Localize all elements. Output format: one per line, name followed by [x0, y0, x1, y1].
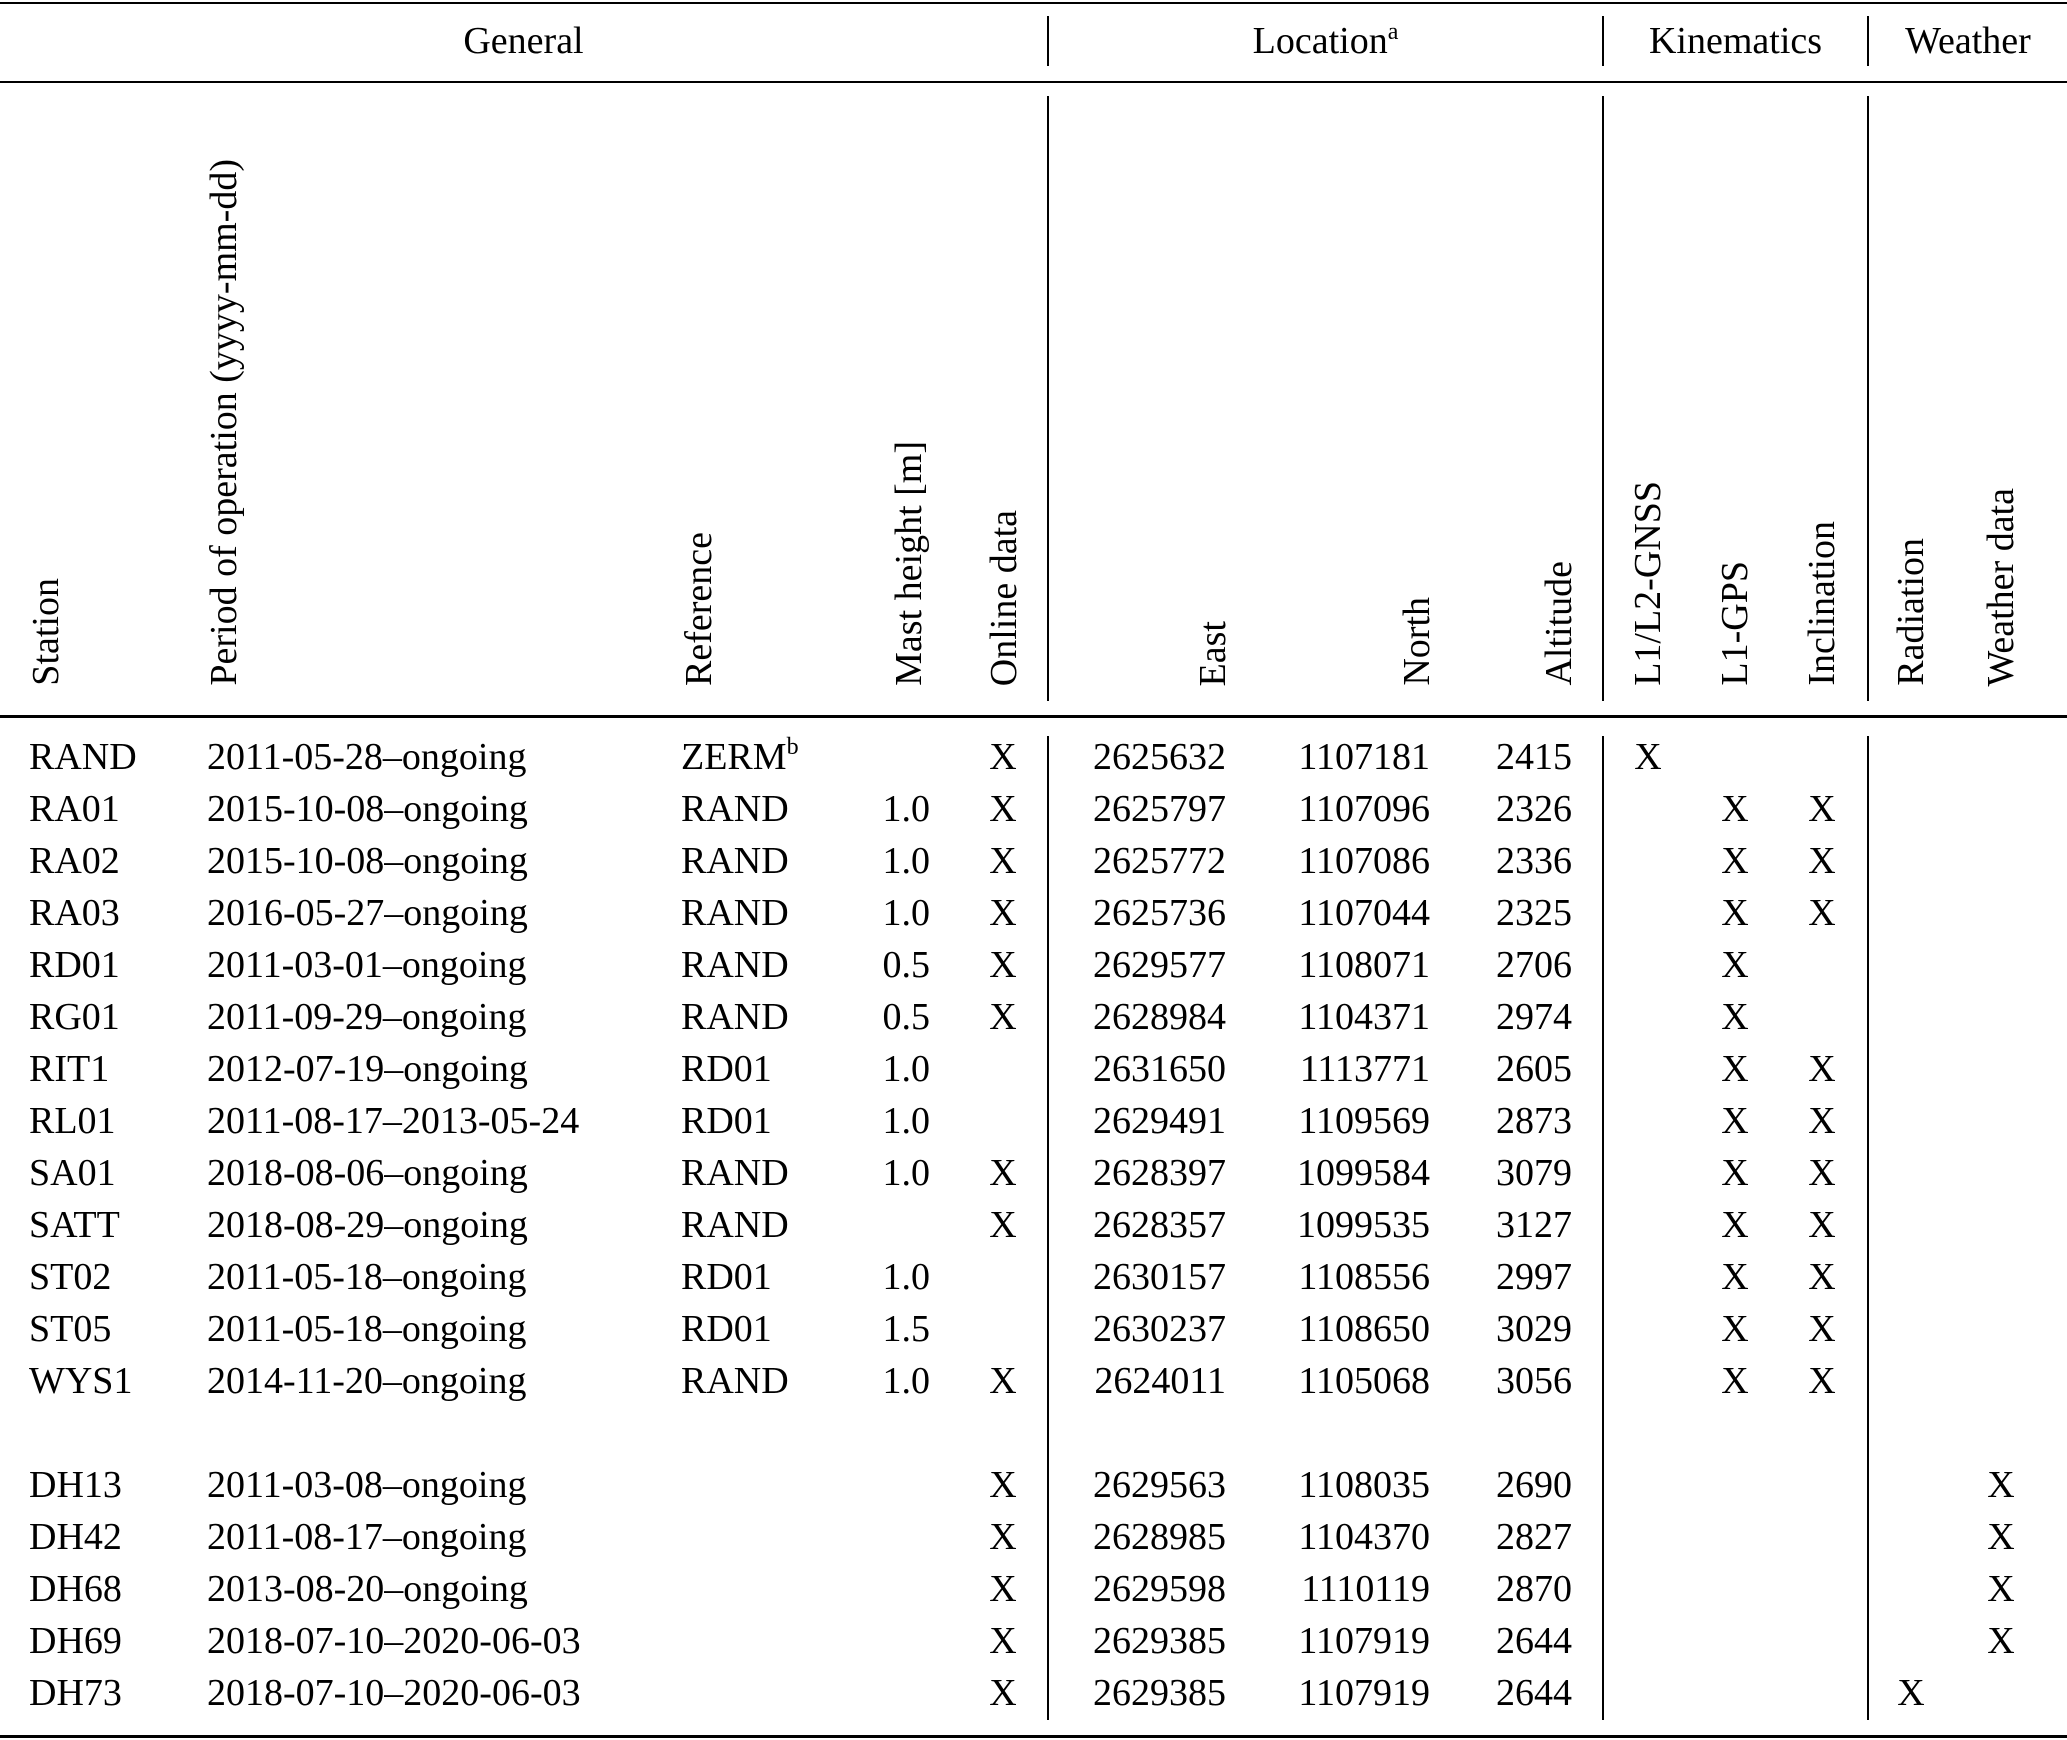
cell-north: 1107086	[1298, 840, 1430, 882]
cell-period: 2011-05-28–ongoing	[207, 736, 527, 778]
cell-reference	[681, 1355, 789, 1407]
cell-l1l2	[1618, 939, 1678, 991]
cell-inclination: X	[1808, 892, 1836, 934]
cell-radiation	[1881, 1615, 1941, 1667]
cell-weather-data	[1971, 783, 2031, 835]
reference-text: RD01	[681, 1308, 772, 1350]
reference-text: RAND	[681, 996, 789, 1038]
cell-east: 2629577	[1093, 944, 1226, 986]
reference-text: RAND	[681, 840, 789, 882]
cell-online: X	[989, 1672, 1017, 1714]
reference-text: RAND	[681, 788, 789, 830]
reference-text: RD01	[681, 1100, 772, 1142]
cell-inclination	[1792, 1459, 1852, 1511]
cell-radiation	[1881, 887, 1941, 939]
cell-weather-data	[1971, 887, 2031, 939]
cell-north: 1104370	[1298, 1516, 1430, 1558]
cell-online	[973, 1043, 1033, 1095]
cell-north: 1107181	[1298, 736, 1430, 778]
cell-north: 1113771	[1299, 1048, 1430, 1090]
group-location-label: Location	[1252, 20, 1388, 62]
cell-online: X	[989, 1464, 1017, 1506]
cell-north: 1108650	[1298, 1308, 1430, 1350]
table-row	[0, 1251, 2067, 1303]
cell-period: 2015-10-08–ongoing	[207, 840, 528, 882]
cell-station: RG01	[29, 996, 120, 1038]
cell-north: 1105068	[1298, 1360, 1430, 1402]
cell-altitude: 2605	[1496, 1048, 1572, 1090]
col-l1l2-gnss: L1/L2-GNSS	[1627, 481, 1669, 686]
cell-north: 1108071	[1298, 944, 1430, 986]
reference-text: RD01	[681, 1256, 772, 1298]
cell-weather-data	[1971, 1199, 2031, 1251]
cell-reference	[681, 1303, 772, 1355]
cell-inclination: X	[1808, 1256, 1836, 1298]
col-weather-data: Weather data	[1980, 487, 2022, 686]
cell-l1l2	[1618, 1355, 1678, 1407]
cell-l1l2	[1618, 887, 1678, 939]
cell-weather-data	[1971, 1251, 2031, 1303]
cell-altitude: 2336	[1496, 840, 1572, 882]
cell-north: 1099535	[1297, 1204, 1430, 1246]
cell-online: X	[989, 840, 1017, 882]
cell-online	[973, 1251, 1033, 1303]
cell-radiation	[1881, 991, 1941, 1043]
cell-altitude: 3056	[1496, 1360, 1572, 1402]
cell-station: SA01	[29, 1152, 116, 1194]
cell-inclination	[1792, 1511, 1852, 1563]
cell-reference	[681, 1199, 789, 1251]
cell-altitude: 2974	[1496, 996, 1572, 1038]
cell-reference	[681, 835, 789, 887]
cell-station: WYS1	[29, 1360, 133, 1402]
cell-radiation	[1881, 1147, 1941, 1199]
table-row	[0, 1667, 2067, 1719]
cell-reference	[681, 731, 799, 783]
header-rule	[0, 715, 2067, 718]
cell-east: 2625797	[1093, 788, 1226, 830]
cell-north: 1110119	[1301, 1568, 1430, 1610]
group-general	[0, 16, 1047, 66]
cell-mast-height: 1.0	[882, 1152, 930, 1194]
cell-inclination: X	[1808, 1152, 1836, 1194]
table-row	[0, 1043, 2067, 1095]
cell-inclination	[1792, 1667, 1852, 1719]
reference-text: ZERM	[681, 736, 787, 778]
group-kinematics	[1604, 16, 1867, 66]
reference-text: RAND	[681, 1152, 789, 1194]
cell-l1l2	[1618, 1095, 1678, 1147]
col-online-data: Online data	[983, 509, 1025, 686]
cell-north: 1099584	[1297, 1152, 1430, 1194]
cell-l1gps: X	[1721, 788, 1749, 830]
cell-station: DH73	[29, 1672, 122, 1714]
cell-inclination: X	[1808, 788, 1836, 830]
cell-radiation	[1881, 1251, 1941, 1303]
cell-period: 2018-08-29–ongoing	[207, 1204, 528, 1246]
group-weather	[1869, 16, 2067, 66]
cell-east: 2630157	[1093, 1256, 1226, 1298]
cell-weather-data	[1971, 731, 2031, 783]
bottom-rule	[0, 1735, 2067, 1738]
cell-reference	[681, 939, 789, 991]
table-row	[0, 1147, 2067, 1199]
cell-l1gps	[1705, 1667, 1765, 1719]
cell-inclination: X	[1808, 1204, 1836, 1246]
cell-east: 2628357	[1093, 1204, 1226, 1246]
cell-weather-data	[1971, 1355, 2031, 1407]
cell-east: 2625736	[1093, 892, 1226, 934]
cell-weather-data	[1971, 1147, 2031, 1199]
cell-period: 2011-05-18–ongoing	[207, 1308, 527, 1350]
cell-l1l2	[1618, 1511, 1678, 1563]
cell-online	[973, 1095, 1033, 1147]
cell-inclination: X	[1808, 1308, 1836, 1350]
group-weather-label: Weather	[1905, 20, 2031, 62]
cell-period: 2018-07-10–2020-06-03	[207, 1672, 581, 1714]
cell-altitude: 2326	[1496, 788, 1572, 830]
footnote-b: b	[786, 734, 799, 760]
table-row	[0, 1615, 2067, 1667]
cell-altitude: 2873	[1496, 1100, 1572, 1142]
cell-l1gps	[1705, 1563, 1765, 1615]
cell-east: 2629598	[1093, 1568, 1226, 1610]
cell-radiation	[1881, 835, 1941, 887]
footnote-a: a	[1387, 19, 1399, 45]
cell-l1l2	[1618, 1303, 1678, 1355]
cell-altitude: 2997	[1496, 1256, 1572, 1298]
cell-l1gps: X	[1721, 1360, 1749, 1402]
table-row	[0, 991, 2067, 1043]
cell-east: 2625632	[1093, 736, 1226, 778]
cell-l1l2	[1618, 1199, 1678, 1251]
table-row	[0, 835, 2067, 887]
cell-station: DH13	[29, 1464, 122, 1506]
cell-inclination	[1792, 991, 1852, 1043]
cell-l1l2	[1618, 1667, 1678, 1719]
cell-radiation	[1881, 1459, 1941, 1511]
cell-period: 2011-03-08–ongoing	[207, 1464, 527, 1506]
cell-l1gps	[1705, 1459, 1765, 1511]
cell-mast-height: 1.5	[882, 1308, 930, 1350]
cell-l1gps: X	[1721, 1204, 1749, 1246]
cell-period: 2011-09-29–ongoing	[207, 996, 527, 1038]
cell-online: X	[989, 944, 1017, 986]
cell-station: DH69	[29, 1620, 122, 1662]
col-station: Station	[25, 578, 67, 686]
cell-online: X	[989, 996, 1017, 1038]
cell-north: 1108035	[1298, 1464, 1430, 1506]
cell-station: RA01	[29, 788, 120, 830]
cell-altitude: 3029	[1496, 1308, 1572, 1350]
cell-altitude: 2644	[1496, 1672, 1572, 1714]
table-row	[0, 1199, 2067, 1251]
cell-online: X	[989, 1516, 1017, 1558]
cell-online: X	[989, 1360, 1017, 1402]
cell-weather-data	[1971, 1303, 2031, 1355]
cell-inclination	[1792, 939, 1852, 991]
cell-period: 2018-07-10–2020-06-03	[207, 1620, 581, 1662]
cell-l1gps: X	[1721, 1308, 1749, 1350]
cell-inclination: X	[1808, 840, 1836, 882]
col-reference: Reference	[678, 532, 720, 686]
cell-east: 2628397	[1093, 1152, 1226, 1194]
cell-north: 1108556	[1298, 1256, 1430, 1298]
cell-radiation	[1881, 1511, 1941, 1563]
cell-station: DH68	[29, 1568, 122, 1610]
reference-text: RAND	[681, 1204, 789, 1246]
table-row	[0, 887, 2067, 939]
cell-radiation	[1881, 939, 1941, 991]
cell-online: X	[989, 1152, 1017, 1194]
group-rule	[0, 81, 2067, 83]
cell-east: 2629563	[1093, 1464, 1226, 1506]
cell-period: 2016-05-27–ongoing	[207, 892, 528, 934]
cell-weather-data	[1971, 835, 2031, 887]
cell-east: 2629491	[1093, 1100, 1226, 1142]
cell-station: RD01	[29, 944, 120, 986]
cell-mast-height: 1.0	[882, 788, 930, 830]
cell-l1gps: X	[1721, 840, 1749, 882]
cell-radiation	[1881, 783, 1941, 835]
table-row	[0, 1303, 2067, 1355]
cell-north: 1107096	[1298, 788, 1430, 830]
cell-reference	[681, 991, 789, 1043]
cell-mast-height: 1.0	[882, 1100, 930, 1142]
cell-l1l2	[1618, 991, 1678, 1043]
cell-altitude: 2827	[1496, 1516, 1572, 1558]
cell-l1l2	[1618, 1147, 1678, 1199]
col-east: East	[1192, 620, 1234, 686]
cell-altitude: 2706	[1496, 944, 1572, 986]
cell-l1gps: X	[1721, 944, 1749, 986]
table-row	[0, 1563, 2067, 1615]
cell-weather-data	[1971, 1095, 2031, 1147]
cell-weather-data	[1971, 939, 2031, 991]
divider-location-kinematics	[1602, 96, 1604, 701]
cell-online: X	[989, 892, 1017, 934]
cell-l1gps: X	[1721, 1048, 1749, 1090]
cell-period: 2011-03-01–ongoing	[207, 944, 527, 986]
cell-east: 2628985	[1093, 1516, 1226, 1558]
cell-north: 1107044	[1298, 892, 1430, 934]
col-mast-height: Mast height [m]	[888, 441, 930, 686]
table-row	[0, 1095, 2067, 1147]
cell-station: RAND	[29, 736, 137, 778]
cell-mast-height: 1.0	[882, 1360, 930, 1402]
cell-mast-height: 0.5	[882, 996, 930, 1038]
cell-l1l2	[1618, 835, 1678, 887]
cell-north: 1107919	[1298, 1620, 1430, 1662]
cell-l1gps: X	[1721, 1152, 1749, 1194]
cell-period: 2018-08-06–ongoing	[207, 1152, 528, 1194]
col-l1-gps: L1-GPS	[1714, 561, 1756, 686]
cell-altitude: 3079	[1496, 1152, 1572, 1194]
cell-reference	[681, 1251, 772, 1303]
cell-weather-data	[1971, 991, 2031, 1043]
cell-north: 1109569	[1298, 1100, 1430, 1142]
cell-l1gps	[1705, 1615, 1765, 1667]
cell-online: X	[989, 1204, 1017, 1246]
cell-mast-height: 1.0	[882, 840, 930, 882]
cell-online: X	[989, 1568, 1017, 1610]
cell-radiation	[1881, 1199, 1941, 1251]
cell-inclination: X	[1808, 1100, 1836, 1142]
cell-period: 2011-05-18–ongoing	[207, 1256, 527, 1298]
cell-mast-height: 1.0	[882, 1256, 930, 1298]
reference-text: RD01	[681, 1048, 772, 1090]
cell-l1l2	[1618, 1563, 1678, 1615]
cell-east: 2628984	[1093, 996, 1226, 1038]
top-rule	[0, 2, 2067, 4]
cell-mast-height: 0.5	[882, 944, 930, 986]
cell-l1l2	[1618, 783, 1678, 835]
divider-kinematics-weather	[1867, 96, 1869, 701]
cell-l1l2	[1618, 1043, 1678, 1095]
cell-period: 2011-08-17–2013-05-24	[207, 1100, 580, 1142]
cell-l1l2	[1618, 1459, 1678, 1511]
cell-radiation	[1881, 1355, 1941, 1407]
cell-period: 2012-07-19–ongoing	[207, 1048, 528, 1090]
cell-station: SATT	[29, 1204, 120, 1246]
cell-l1gps: X	[1721, 1256, 1749, 1298]
cell-online: X	[989, 788, 1017, 830]
cell-station: DH42	[29, 1516, 122, 1558]
cell-radiation: X	[1897, 1672, 1925, 1714]
table-row	[0, 731, 2067, 783]
cell-station: ST05	[29, 1308, 112, 1350]
cell-radiation	[1881, 1043, 1941, 1095]
table-row	[0, 1511, 2067, 1563]
table-row	[0, 1459, 2067, 1511]
cell-l1gps	[1705, 731, 1765, 783]
reference-text: RAND	[681, 892, 789, 934]
cell-online: X	[989, 1620, 1017, 1662]
reference-text: RAND	[681, 944, 789, 986]
table-row	[0, 1355, 2067, 1407]
cell-east: 2630237	[1093, 1308, 1226, 1350]
cell-mast-height: 1.0	[882, 1048, 930, 1090]
group-location	[1049, 16, 1602, 66]
cell-station: RA03	[29, 892, 120, 934]
cell-l1l2: X	[1634, 736, 1662, 778]
cell-east: 2624011	[1094, 1360, 1226, 1402]
cell-inclination: X	[1808, 1048, 1836, 1090]
col-inclination: Inclination	[1801, 521, 1843, 686]
cell-station: RA02	[29, 840, 120, 882]
cell-north: 1104371	[1298, 996, 1430, 1038]
cell-station: RIT1	[29, 1048, 110, 1090]
cell-radiation	[1881, 731, 1941, 783]
group-general-label: General	[463, 20, 584, 62]
cell-online: X	[989, 736, 1017, 778]
cell-weather-data	[1971, 1043, 2031, 1095]
cell-radiation	[1881, 1563, 1941, 1615]
cell-reference	[681, 887, 789, 939]
cell-inclination	[1792, 1615, 1852, 1667]
divider-general-location	[1047, 96, 1049, 701]
cell-weather-data: X	[1987, 1516, 2015, 1558]
cell-inclination: X	[1808, 1360, 1836, 1402]
col-period: Period of operation (yyyy-mm-dd)	[203, 159, 245, 686]
cell-weather-data: X	[1987, 1620, 2015, 1662]
cell-north: 1107919	[1298, 1672, 1430, 1714]
cell-period: 2014-11-20–ongoing	[207, 1360, 527, 1402]
cell-east: 2625772	[1093, 840, 1226, 882]
table-row	[0, 783, 2067, 835]
cell-east: 2629385	[1093, 1620, 1226, 1662]
cell-l1l2	[1618, 1251, 1678, 1303]
cell-l1gps: X	[1721, 1100, 1749, 1142]
cell-l1gps	[1705, 1511, 1765, 1563]
cell-station: ST02	[29, 1256, 112, 1298]
cell-east: 2631650	[1093, 1048, 1226, 1090]
cell-mast-height: 1.0	[882, 892, 930, 934]
col-radiation: Radiation	[1890, 538, 1932, 686]
cell-inclination	[1792, 731, 1852, 783]
group-kinematics-label: Kinematics	[1648, 20, 1823, 62]
cell-inclination	[1792, 1563, 1852, 1615]
cell-period: 2015-10-08–ongoing	[207, 788, 528, 830]
cell-reference	[681, 1043, 772, 1095]
cell-altitude: 2644	[1496, 1620, 1572, 1662]
cell-l1gps: X	[1721, 892, 1749, 934]
cell-l1l2	[1618, 1615, 1678, 1667]
cell-l1gps: X	[1721, 996, 1749, 1038]
cell-weather-data: X	[1987, 1568, 2015, 1610]
table-row	[0, 939, 2067, 991]
cell-altitude: 2690	[1496, 1464, 1572, 1506]
cell-reference	[681, 1147, 789, 1199]
cell-altitude: 2870	[1496, 1568, 1572, 1610]
cell-altitude: 2325	[1496, 892, 1572, 934]
reference-text: RAND	[681, 1360, 789, 1402]
cell-period: 2011-08-17–ongoing	[207, 1516, 527, 1558]
cell-online	[973, 1303, 1033, 1355]
cell-east: 2629385	[1093, 1672, 1226, 1714]
cell-radiation	[1881, 1095, 1941, 1147]
cell-weather-data	[1971, 1667, 2031, 1719]
cell-reference	[681, 1095, 772, 1147]
cell-altitude: 3127	[1496, 1204, 1572, 1246]
col-north: North	[1396, 597, 1438, 686]
cell-period: 2013-08-20–ongoing	[207, 1568, 528, 1610]
col-altitude: Altitude	[1538, 561, 1580, 686]
cell-altitude: 2415	[1496, 736, 1572, 778]
cell-reference	[681, 783, 789, 835]
cell-weather-data: X	[1987, 1464, 2015, 1506]
cell-station: RL01	[29, 1100, 116, 1142]
cell-radiation	[1881, 1303, 1941, 1355]
